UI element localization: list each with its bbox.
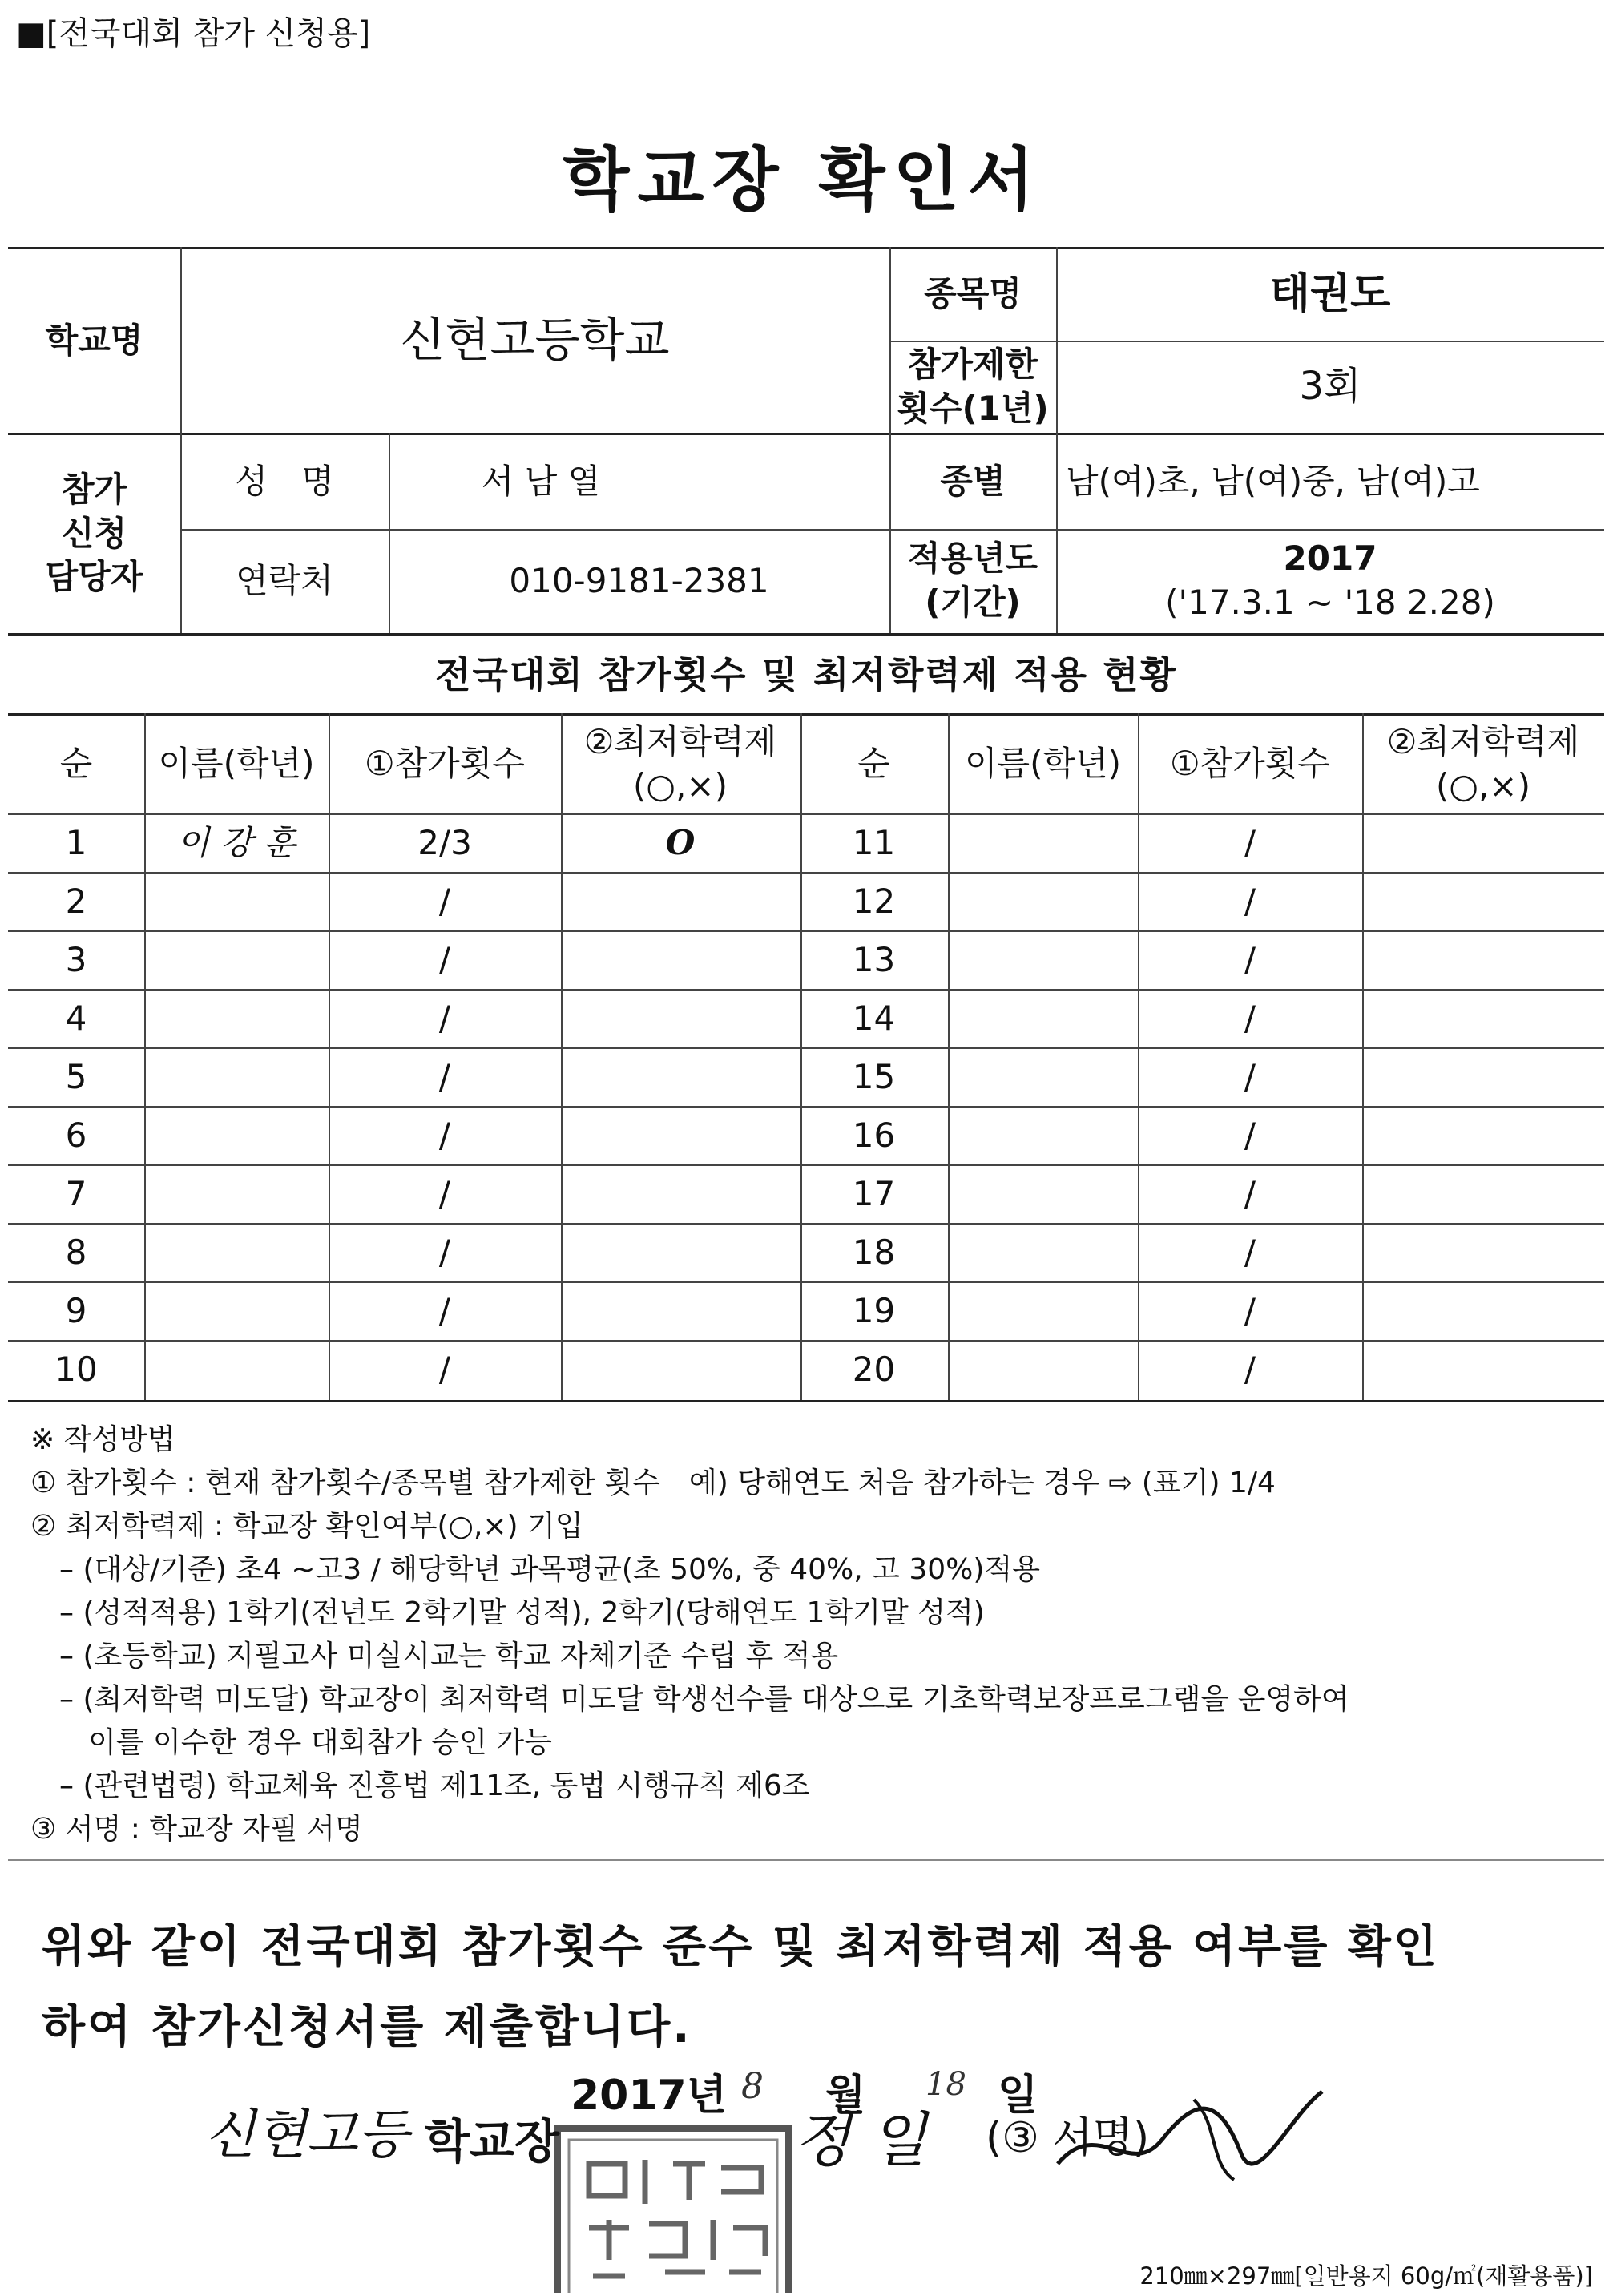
- row-count: /: [438, 1233, 451, 1273]
- category-value: 남(여)초, 남(여)중, 남(여)고: [1066, 461, 1480, 501]
- date-month-unit: 월: [825, 2072, 866, 2120]
- row-minimum: [1362, 815, 1604, 872]
- row-name: [948, 1342, 1138, 1398]
- row-minimum: [1362, 991, 1604, 1047]
- row-minimum: O: [665, 823, 696, 863]
- row-name: [144, 991, 329, 1047]
- row-no: 17: [852, 1174, 896, 1214]
- row-count: /: [438, 999, 451, 1039]
- row-no: 2: [65, 882, 87, 922]
- instruction-line: – (최저학력 미도달) 학교장이 최저학력 미도달 학생선수를 대상으로 기초학력보장프로그램을 운영하여: [30, 1683, 1349, 1716]
- handwritten-principal-name: 정 일: [793, 2106, 927, 2175]
- document-title: 학교장 확인서: [563, 140, 1042, 220]
- header-minimum-academic: [561, 715, 800, 813]
- sport-label: 종목명: [924, 274, 1022, 314]
- row-no: 10: [54, 1350, 98, 1390]
- header-minimum-academic-line2: (○,×): [633, 765, 728, 805]
- row-name: [144, 1225, 329, 1281]
- row-no: 1: [65, 823, 87, 863]
- row-count: /: [438, 1116, 451, 1156]
- status-table-bottom-border: [8, 1400, 1604, 1402]
- date-year: 2017년: [571, 2072, 727, 2120]
- row-name: [948, 1283, 1138, 1340]
- date-day-unit: 일: [998, 2072, 1038, 2120]
- header-participation-count: ①참가횟수: [365, 744, 525, 784]
- row-count: /: [1244, 999, 1256, 1039]
- row-no: 5: [65, 1057, 87, 1097]
- header-participation-count: ①참가횟수: [1170, 744, 1330, 784]
- row-no: 16: [852, 1116, 896, 1156]
- row-name: [144, 1166, 329, 1223]
- row-minimum: [561, 874, 800, 930]
- header-minimum-academic-line2: (○,×): [1436, 765, 1530, 805]
- row-name: [144, 1108, 329, 1164]
- declaration-line-1: 위와 같이 전국대회 참가횟수 준수 및 최저학력제 적용 여부를 확인: [42, 1921, 1440, 1973]
- row-minimum: [561, 1342, 800, 1398]
- applicant-label-line3: 담당자: [45, 557, 143, 597]
- instruction-line: – (관련법령) 학교체육 진흥법 제11조, 동법 시행규칙 제6조: [30, 1769, 810, 1802]
- applicable-year-label-line2: (기간): [925, 583, 1021, 622]
- row-name: 이 강 훈: [176, 823, 296, 863]
- row-count: /: [438, 1057, 451, 1097]
- instruction-line: – (초등학교) 지필고사 미실시교는 학교 자체기준 수립 후 적용: [30, 1640, 839, 1673]
- header-minimum-academic-line1: ②최저학력제: [583, 721, 777, 761]
- row-count: /: [438, 940, 451, 980]
- date-day: 18: [925, 2066, 966, 2103]
- header-order: 순: [59, 744, 93, 784]
- row-minimum: [1362, 1283, 1604, 1340]
- person-name-value: 서 남 열: [481, 461, 601, 501]
- row-name: [948, 1049, 1138, 1106]
- handwritten-signature: [1034, 2068, 1338, 2196]
- row-minimum: [1362, 1166, 1604, 1223]
- contact-value: 010-9181-2381: [509, 560, 769, 600]
- row-no: 14: [852, 999, 896, 1039]
- header-minimum-academic-line1: ②최저학력제: [1386, 721, 1580, 761]
- row-minimum: [1362, 874, 1604, 930]
- row-count: /: [1244, 1116, 1256, 1156]
- row-minimum: [561, 1283, 800, 1340]
- applicable-period: ('17.3.1 ~ '18 2.28): [1165, 583, 1495, 622]
- row-no: 19: [852, 1291, 896, 1331]
- header-minimum-academic: [1362, 715, 1604, 813]
- row-count: /: [1244, 1291, 1256, 1331]
- applicable-year-label-line1: 적용년도: [907, 539, 1038, 579]
- participation-limit-label-line2: 횟수(1년): [897, 388, 1049, 428]
- instruction-line: ② 최저학력제 : 학교장 확인여부(○,×) 기입: [30, 1510, 583, 1543]
- principal-title: 학교장: [425, 2114, 560, 2169]
- school-name-label: 학교명: [45, 320, 143, 360]
- row-no: 7: [65, 1174, 87, 1214]
- row-no: 6: [65, 1116, 87, 1156]
- row-name: [948, 1225, 1138, 1281]
- row-name: [144, 1342, 329, 1398]
- signature-mark-label: (③ 서명): [986, 2114, 1150, 2162]
- handwritten-school-name: 신현고등: [204, 2104, 409, 2165]
- instruction-line: ③ 서명 : 학교장 자필 서명: [30, 1813, 363, 1846]
- row-count: 2/3: [417, 823, 472, 863]
- sport-value: 태권도: [1269, 269, 1391, 318]
- participation-limit-label-line1: 참가제한: [907, 344, 1038, 384]
- row-minimum: [561, 932, 800, 989]
- contact-label: 연락처: [236, 560, 333, 600]
- row-count: /: [1244, 823, 1256, 863]
- row-minimum: [561, 1225, 800, 1281]
- divider: [8, 1859, 1604, 1861]
- instruction-line: – (대상/기준) 초4 ~고3 / 해당학년 과목평균(초 50%, 중 40%, 고 30%)적용: [30, 1553, 1040, 1586]
- divider: [8, 633, 1604, 636]
- date-month: 8: [741, 2066, 764, 2107]
- row-name: [144, 932, 329, 989]
- row-count: /: [438, 1174, 451, 1214]
- row-minimum: [1362, 1108, 1604, 1164]
- row-count: /: [1244, 1350, 1256, 1390]
- instruction-line: 이를 이수한 경우 대회참가 승인 가능: [30, 1726, 552, 1759]
- school-seal-stamp: [553, 2124, 793, 2293]
- row-no: 12: [852, 882, 896, 922]
- row-name: [144, 1283, 329, 1340]
- category-label: 종별: [940, 461, 1006, 501]
- row-count: /: [438, 882, 451, 922]
- person-name-label: 성 명: [235, 461, 334, 501]
- row-count: /: [1244, 882, 1256, 922]
- row-no: 8: [65, 1233, 87, 1273]
- row-no: 11: [852, 823, 896, 863]
- header-name-grade: 이름(학년): [964, 744, 1122, 784]
- participation-limit-label: [889, 341, 1056, 433]
- row-minimum: [561, 1108, 800, 1164]
- row-name: [948, 1108, 1138, 1164]
- applicant-contact-label: [8, 434, 180, 633]
- row-name: [948, 991, 1138, 1047]
- row-name: [948, 1166, 1138, 1223]
- applicant-label-line1: 참가: [61, 470, 127, 510]
- row-count: /: [1244, 940, 1256, 980]
- row-name: [144, 874, 329, 930]
- applicable-year-value: [1056, 529, 1604, 633]
- participation-limit-value: 3회: [1299, 364, 1361, 410]
- school-name-value: 신현고등학교: [400, 313, 670, 368]
- row-name: [948, 874, 1138, 930]
- row-no: 18: [852, 1233, 896, 1273]
- applicable-year: 2017: [1283, 539, 1377, 579]
- row-name: [948, 932, 1138, 989]
- applicable-year-label: [889, 529, 1056, 633]
- row-no: 4: [65, 999, 87, 1039]
- row-minimum: [1362, 1225, 1604, 1281]
- header-name-grade: 이름(학년): [158, 744, 315, 784]
- row-no: 3: [65, 940, 87, 980]
- paper-spec-footer: 210㎜×297㎜[일반용지 60g/㎡(재활용품)]: [1139, 2262, 1593, 2290]
- row-minimum: [561, 1166, 800, 1223]
- row-minimum: [1362, 1049, 1604, 1106]
- row-count: /: [438, 1291, 451, 1331]
- applicant-label-line2: 신청: [61, 513, 127, 553]
- row-name: [144, 1049, 329, 1106]
- instruction-line: ※ 작성방법: [30, 1423, 175, 1456]
- instruction-line: – (성적적용) 1학기(전년도 2학기말 성적), 2학기(당해연도 1학기말 성적): [30, 1596, 985, 1629]
- instruction-line: ① 참가횟수 : 현재 참가횟수/종목별 참가제한 횟수 예) 당해연도 처음 참가하는 경우 ⇨ (표기) 1/4: [30, 1467, 1276, 1499]
- row-no: 9: [65, 1291, 87, 1331]
- row-count: /: [1244, 1233, 1256, 1273]
- document-category-tag: ■[전국대회 참가 신청용]: [16, 15, 371, 52]
- row-minimum: [561, 991, 800, 1047]
- status-table-title: 전국대회 참가횟수 및 최저학력제 적용 현황: [435, 652, 1177, 696]
- row-count: /: [438, 1350, 451, 1390]
- row-count: /: [1244, 1057, 1256, 1097]
- row-name: [948, 815, 1138, 872]
- row-no: 15: [852, 1057, 896, 1097]
- row-minimum: [1362, 1342, 1604, 1398]
- row-no: 20: [852, 1350, 896, 1390]
- row-minimum: [561, 1049, 800, 1106]
- row-count: /: [1244, 1174, 1256, 1214]
- header-order: 순: [857, 744, 890, 784]
- declaration-line-2: 하여 참가신청서를 제출합니다.: [42, 2001, 692, 2053]
- row-minimum: [1362, 932, 1604, 989]
- row-no: 13: [852, 940, 896, 980]
